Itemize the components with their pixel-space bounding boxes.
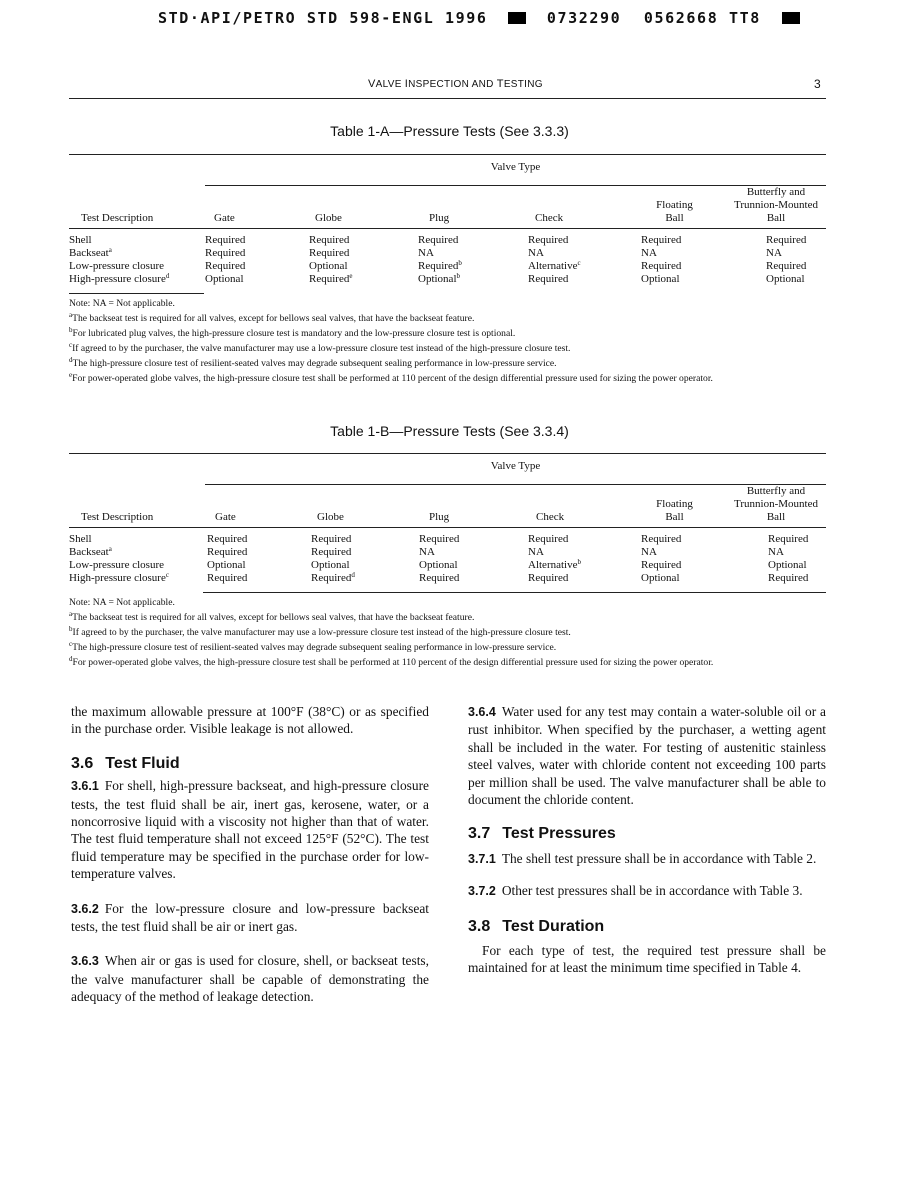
- table-a-caption: Table 1-A—Pressure Tests (See 3.3.3): [330, 123, 569, 139]
- table-b-notes: [69, 595, 829, 670]
- continuation-paragraph: the maximum allowable pressure at 100°F (38°C) or as specified in the purchase order. Visible leakage is not allowed.: [71, 704, 429, 737]
- col-check: Check: [521, 186, 623, 229]
- paragraph-3-7-1: 3.7.1 The shell test pressure shall be in accordance with Table 2.: [468, 850, 817, 866]
- table-row: [69, 247, 826, 260]
- table-cell-gate: Required: [205, 247, 246, 259]
- table-cell-butterfly: NA: [766, 247, 782, 259]
- right-column: [468, 703, 826, 977]
- table-footnote: $^a$The backseat test is required for all valves, except for bellows seal valves, that have the backseat feature.: [69, 610, 475, 623]
- section-3-8-heading: 3.8 Test Duration: [468, 917, 605, 935]
- table-b-body: [69, 533, 826, 585]
- table-footnote: $^c$If agreed to by the purchaser, the valve manufacturer may use a low-pressure closure test instead of the high-pressure closure test.: [69, 341, 571, 354]
- table-cell-plug: Required$^b$: [418, 259, 462, 272]
- valve-type-header: Valve Type: [205, 155, 826, 186]
- table-row: [69, 559, 826, 572]
- table-cell-butterfly: Required: [768, 572, 809, 584]
- table-a: [69, 154, 826, 286]
- table-row: [69, 260, 826, 273]
- paragraph-3-6-4: 3.6.4 Water used for any test may contain a water-soluble oil or a rust inhibitor. When specified by the purchaser, a wetting agent shall be included in the water. For testing of austenitic stainless steel valves, water with chloride content not exceeding 100 parts per million shall be used. The valve manufacturer shall be able to document the chloride content.: [468, 704, 826, 808]
- table-row: [69, 546, 826, 559]
- table-cell-floating: Optional: [641, 273, 680, 285]
- table-cell-label: High-pressure closure$^c$: [69, 571, 169, 584]
- table-cell-floating: Required: [641, 260, 682, 272]
- col-floating-ball: Floating Ball: [623, 485, 726, 528]
- table-cell-plug: Required: [418, 234, 459, 246]
- table-footnote: $^a$The backseat test is required for all valves, except for bellows seal valves, that have the backseat feature.: [69, 311, 475, 324]
- table-cell-gate: Required: [207, 572, 248, 584]
- table-cell-check: Alternative$^c$: [528, 259, 581, 272]
- col-plug: Plug: [414, 186, 521, 229]
- col-test-description: Test Description: [69, 186, 205, 229]
- table-cell-globe: Required: [309, 247, 350, 259]
- paragraph-3-6-1: 3.6.1 For shell, high-pressure backseat, and high-pressure closure tests, the test fluid shall be air, inert gas, kerosene, water, or a noncorrosive liquid with a viscosity not higher than that of water. The test fluid temperature shall not exceed 125°F (52°C). The test fluid temperature may be specified in the purchase order for low-temperature valves.: [71, 778, 429, 882]
- table-cell-gate: Required: [207, 546, 248, 558]
- paragraph-3-7-2: 3.7.2 Other test pressures shall be in accordance with Table 3.: [468, 883, 803, 899]
- table-cell-butterfly: Required: [766, 234, 807, 246]
- table-cell-check: Required: [528, 572, 569, 584]
- table-cell-butterfly: NA: [768, 546, 784, 558]
- table-cell-floating: NA: [641, 247, 657, 259]
- table-cell-gate: Optional: [205, 273, 244, 285]
- table-cell-butterfly: Optional: [768, 559, 807, 571]
- table-cell-check: NA: [528, 247, 544, 259]
- table-cell-globe: Required$^d$: [311, 571, 355, 584]
- section-3-6-heading: 3.6 Test Fluid: [71, 754, 180, 772]
- table-b-bottom-rule: [203, 592, 826, 593]
- col-test-description: Test Description: [69, 485, 205, 528]
- table-cell-check: Required: [528, 273, 569, 285]
- header-rule: [69, 98, 826, 99]
- table-cell-globe: Required$^e$: [309, 272, 353, 285]
- table-footnote: $^d$For power-operated globe valves, the high-pressure closure test shall be performed at 110 percent of the design differential pressure used for sizing the power operator.: [69, 655, 714, 668]
- paragraph-3-6-3: 3.6.3 When air or gas is used for closure, shell, or backseat tests, the valve manufacturer shall be capable of demonstrating the adequacy of the method of leakage detection.: [71, 953, 429, 1005]
- col-butterfly: Butterfly and Trunnion-Mounted Ball: [726, 485, 826, 528]
- table-footnote: $^c$The high-pressure closure test of resilient-seated valves may degrade subsequent sealing performance in low-pressure service.: [69, 640, 557, 653]
- table-footnote: $^b$If agreed to by the purchaser, the valve manufacturer may use a low-pressure closure test instead of the high-pressure closure test.: [69, 625, 571, 638]
- table-footnote: $^d$The high-pressure closure test of resilient-seated valves may degrade subsequent sealing performance in low-pressure service.: [69, 356, 557, 369]
- table-cell-gate: Required: [207, 533, 248, 545]
- page-number: 3: [814, 77, 821, 91]
- left-column: [71, 703, 429, 1006]
- table-footnote: Note: NA = Not applicable.: [69, 597, 175, 608]
- col-butterfly: Butterfly and Trunnion-Mounted Ball: [726, 186, 826, 229]
- table-cell-label: Low-pressure closure: [69, 559, 164, 571]
- table-footnote: Note: NA = Not applicable.: [69, 298, 175, 309]
- table-cell-check: Required: [528, 234, 569, 246]
- black-bar-icon: [782, 12, 800, 24]
- paragraph-3-8: For each type of test, the required test pressure shall be maintained for at least the minimum time specified in Table 4.: [468, 943, 826, 976]
- col-gate: Gate: [205, 485, 309, 528]
- table-cell-plug: Required: [419, 533, 460, 545]
- valve-type-header: Valve Type: [205, 454, 826, 485]
- std-code-1: 0732290: [546, 9, 622, 27]
- table-row: [69, 533, 826, 546]
- table-cell-butterfly: Required: [768, 533, 809, 545]
- col-globe: Globe: [309, 186, 414, 229]
- col-check: Check: [521, 485, 623, 528]
- table-cell-globe: Required: [311, 546, 352, 558]
- col-gate: Gate: [205, 186, 309, 229]
- table-footnote: $^b$For lubricated plug valves, the high-pressure closure test is mandatory and the low-pressure closure test is optional.: [69, 326, 516, 339]
- table-cell-globe: Required: [309, 234, 350, 246]
- table-cell-globe: Optional: [311, 559, 350, 571]
- col-floating-ball: Floating Ball: [623, 186, 726, 229]
- std-designation: STD·API/PETRO STD 598-ENGL 1996: [158, 9, 488, 27]
- table-cell-globe: Required: [311, 533, 352, 545]
- table-cell-label: Shell: [69, 234, 92, 246]
- table-cell-gate: Required: [205, 234, 246, 246]
- table-a-bottom-rule: [69, 293, 204, 294]
- table-cell-plug: Optional$^b$: [418, 272, 460, 285]
- running-title: VALVE INSPECTION AND TESTING: [368, 78, 543, 90]
- table-a-body: [69, 234, 826, 286]
- table-cell-label: Low-pressure closure: [69, 260, 164, 272]
- document-control-line: [158, 9, 778, 27]
- table-cell-check: Alternative$^b$: [528, 558, 581, 571]
- table-cell-plug: NA: [418, 247, 434, 259]
- col-plug: Plug: [414, 485, 521, 528]
- std-code-2: 0562668 TT8: [643, 9, 761, 27]
- table-b-caption: Table 1-B—Pressure Tests (See 3.3.4): [330, 423, 569, 439]
- table-cell-label: Backseat$^a$: [69, 545, 112, 558]
- table-row: [69, 572, 826, 585]
- paragraph-3-6-2: 3.6.2 For the low-pressure closure and low-pressure backseat tests, the test fluid shall be air or inert gas.: [71, 900, 429, 935]
- table-b: [69, 453, 826, 585]
- table-cell-floating: Required: [641, 533, 682, 545]
- table-cell-plug: NA: [419, 546, 435, 558]
- table-cell-floating: Optional: [641, 572, 680, 584]
- table-cell-gate: Optional: [207, 559, 246, 571]
- table-cell-floating: Required: [641, 559, 682, 571]
- table-row: [69, 234, 826, 247]
- table-cell-label: Shell: [69, 533, 92, 545]
- section-3-7-heading: 3.7 Test Pressures: [468, 825, 616, 843]
- col-globe: Globe: [309, 485, 414, 528]
- table-cell-label: Backseat$^a$: [69, 246, 112, 259]
- table-cell-gate: Required: [205, 260, 246, 272]
- black-bar-icon: [508, 12, 526, 24]
- table-cell-check: Required: [528, 533, 569, 545]
- table-cell-butterfly: Required: [766, 260, 807, 272]
- table-cell-label: High-pressure closure$^d$: [69, 272, 170, 285]
- table-cell-plug: Required: [419, 572, 460, 584]
- table-cell-plug: Optional: [419, 559, 458, 571]
- table-cell-globe: Optional: [309, 260, 348, 272]
- table-cell-check: NA: [528, 546, 544, 558]
- table-cell-floating: Required: [641, 234, 682, 246]
- table-cell-butterfly: Optional: [766, 273, 805, 285]
- table-footnote: $^e$For power-operated globe valves, the high-pressure closure test shall be performed at 110 percent of the design differential pressure used for sizing the power operator.: [69, 371, 713, 384]
- table-cell-floating: NA: [641, 546, 657, 558]
- table-a-notes: [69, 296, 829, 386]
- table-row: [69, 273, 826, 286]
